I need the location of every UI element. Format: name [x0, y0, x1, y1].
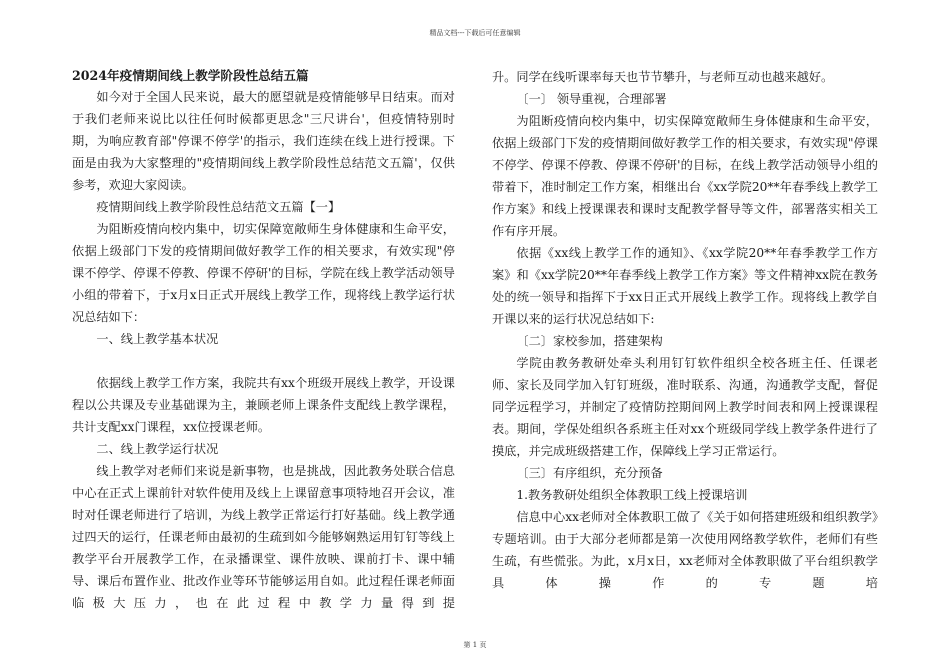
paragraph-2: 依据线上教学工作方案，我院共有xx个班级开展线上教学，开设课程以公共课及专业基础课为主，兼顾老师上课条件支配线上教学课程，共计支配xx门课程，xx位授课老师。 — [72, 376, 455, 434]
paragraph-documents: 依据《xx线上教学工作的通知》、《xx学院20**年春季教学工作方案》和《xx学院20**年春季线上教学工作方案》等文件精神xx院在教务处的统一领导和指挥下于xx日正式开展线上教学工作。现将线上教学自开课以来的运行状况总结如下: — [492, 246, 878, 326]
section-subtitle: 疫情期间线上教学阶段性总结范文五篇【一】 — [96, 200, 341, 214]
heading-operation-status: 二、线上教学运行状况 — [96, 442, 219, 456]
document-title: 2024年疫情期间线上教学阶段性总结五篇 — [72, 68, 309, 83]
heading-training: 1.教务教研处组织全体教职工线上授课培训 — [516, 488, 748, 502]
paragraph-1: 为阻断疫情向校内集中，切实保障宽敞师生身体健康和生命平安，依据上级部门下发的疫情期间做好教学工作的相关要求，有效实现"停课不停学、停课不停教、停课不停研'的目标，学院在线上教学活动领导小组的带着下，于x月x日正式开展线上教学工作，现将线上教学运行状况总结如下： — [72, 222, 455, 324]
paragraph-family-school: 学院由教务教研处牵头利用钉钉软件组织全校各班主任、任课老师、家长及同学加入钉钉班级，准时联系、沟通，沟通教学支配，督促同学远程学习，并制定了疫情防控期间网上教学时间表和网上授课课程表。期间，学保处组织各系班主任对xx个班级同学线上教学条件进行了摸底，并完成班级搭建工作，保障线上学习正常运行。 — [492, 356, 878, 458]
left-column — [72, 66, 455, 614]
heading-organization: 〔三〕有序组织，充分预备 — [516, 466, 663, 480]
page-header: 精品文档---下载后可任意编辑 — [429, 29, 521, 37]
paragraph-leadership: 为阻断疫情向校内集中，切实保障宽敞师生身体健康和生命平安，依据上级部门下发的疫情期间做好教学工作的相关要求，有效实现"停课不停学、停课不停教、停课不停研'的目标，在线上教学活动领导小组的带着下，准时制定工作方案，相继出台《xx学院20**年春季线上教学工作方案》和线上授课课表和课时支配教学督导等文件，部署落实相关工作有序开展。 — [492, 114, 878, 238]
continued-paragraph: 升。同学在线听课率每天也节节攀升，与老师互动也越来越好。 — [492, 70, 834, 84]
blank-line — [72, 350, 455, 372]
page-footer: 第 1 页 — [463, 641, 487, 649]
heading-family-school: 〔二〕家校参加，搭建架构 — [516, 334, 663, 348]
right-column — [492, 66, 878, 594]
heading-basic-status: 一、线上教学基本状况 — [96, 332, 219, 346]
intro-paragraph: 如今对于全国人民来说，最大的愿望就是疫情能够早日结束。而对于我们老师来说比以往任何时候都更思念"三尺讲台'，但疫情特别时期，为响应教育部"停课不停学'的指示，我们连续在线上进行授课。下面是由我为大家整理的"疫情期间线上教学阶段性总结范文五篇'，仅供参考，欢迎大家阅读。 — [72, 90, 455, 192]
paragraph-training: 信息中心xx老师对全体教职工做了《关于如何搭建班级和组织教学》专题培训。由于大部分老师都是第一次使用网络教学软件，老师们有些生疏，有些慌张。为此，x月x日，xx老师对全体教职做了平台组织教学具体操作的专题培 — [492, 510, 878, 590]
paragraph-3: 线上教学对老师们来说是新事物，也是挑战，因此教务处联合信息中心在正式上课前针对软件使用及线上上课留意事项特地召开会议，准时对任课老师进行了培训，为线上教学正常运行打好基础。线上教学通过四天的运行，任课老师由最初的生疏到如今能够娴熟运用钉钉等线上教学平台开展教学工作，在录播课堂、课件放映、课前打卡、课中辅导、课后布置作业、批改作业等环节能够运用自如。此过程任课老师面临极大压力，也在此过程中教学力量得到提 — [72, 464, 455, 610]
heading-leadership: 〔一〕 领导重视，合理部署 — [516, 92, 667, 106]
